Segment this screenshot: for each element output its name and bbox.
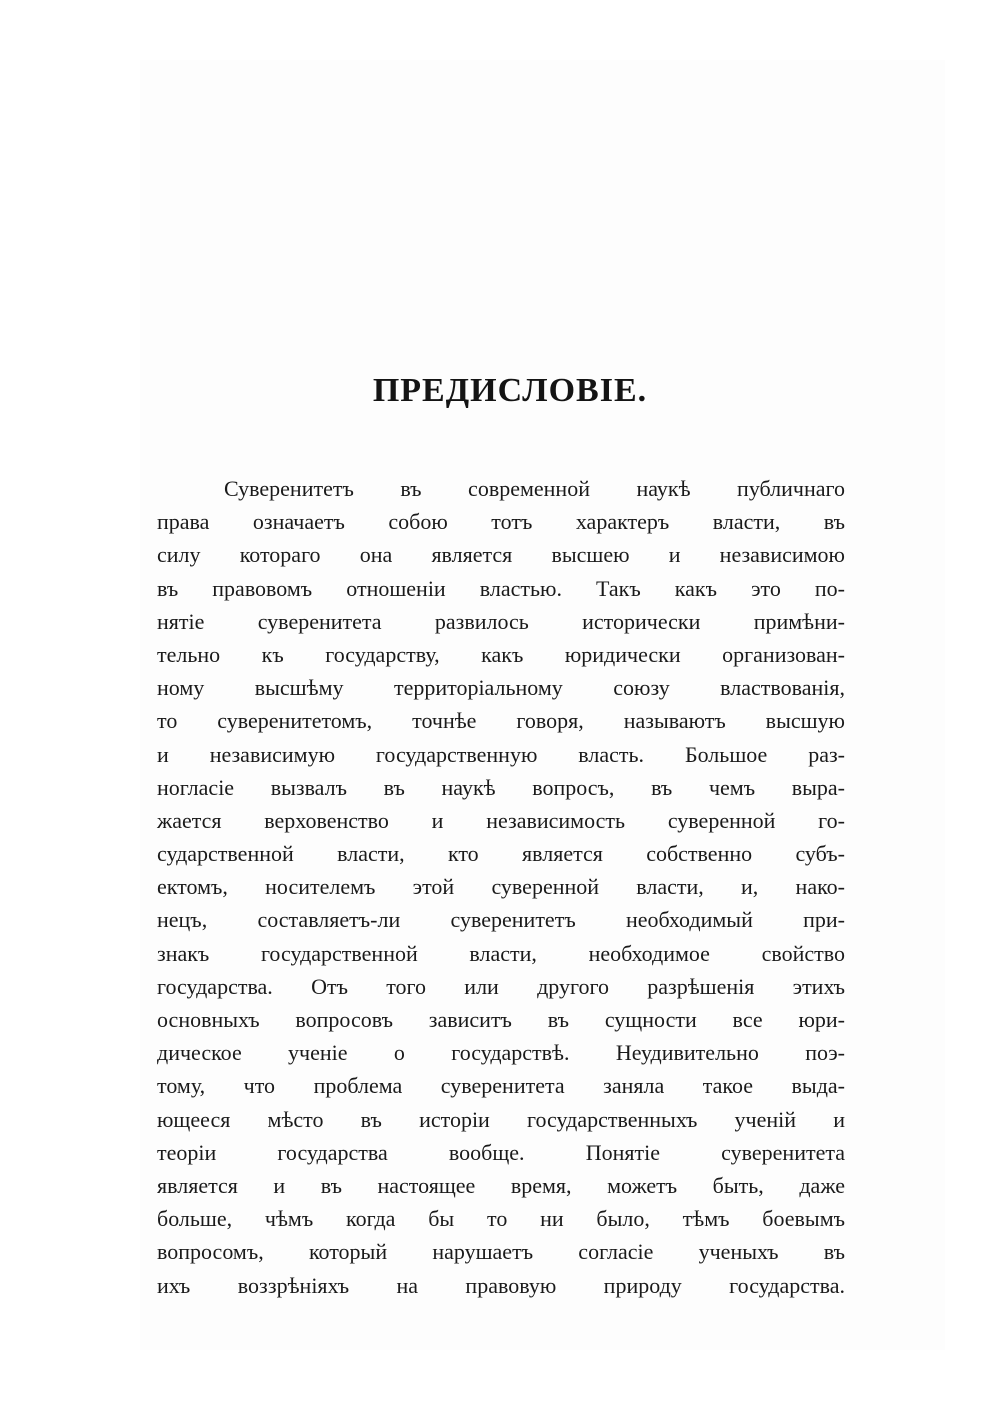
text-line: права означаетъ собою тотъ характеръ власти, въ [157,509,845,535]
preface-paragraph [157,472,845,1302]
text-line: и независимую государственную власть. Большое раз- [157,741,845,767]
text-line: ектомъ, носителемъ этой суверенной власти, и, нако- [157,874,845,900]
text-line: ному высшѣму территоріальному союзу властвованія, [157,675,845,701]
text-line: основныхъ вопросовъ зависитъ въ сущности все юри- [157,1007,845,1032]
text-line: теоріи государства вообще. Понятіе суверенитета [157,1139,845,1165]
text-line: нятіе суверенитета развилось исторически примѣни- [157,608,845,634]
text-line: государства. Отъ того или другого разрѣшенія этихъ [157,973,845,999]
text-line: силу котораго она является высшею и независимою [157,542,845,568]
text-line: дическое ученіе о государствѣ. Неудивительно поэ- [157,1040,845,1066]
text-line: жается верховенство и независимость суверенной го- [157,807,845,833]
text-line: нецъ, составляетъ-ли суверенитетъ необходимый при- [157,907,845,933]
text-line: является и въ настоящее время, можетъ быть, даже [157,1172,845,1198]
page-title: ПРЕДИСЛОВІЕ. [372,372,648,409]
text-line: тому, что проблема суверенитета заняла такое выда- [157,1073,845,1099]
text-line: въ правовомъ отношеніи властью. Такъ какъ это по- [157,575,845,601]
text-line: больше, чѣмъ когда бы то ни было, тѣмъ боевымъ [157,1206,845,1232]
text-line: знакъ государственной власти, необходимое свойство [157,940,845,966]
text-line: ногласіе вызвалъ въ наукѣ вопросъ, въ чемъ выра- [157,774,845,800]
text-line: тельно къ государству, какъ юридически организован- [157,641,845,667]
text-line: то суверенитетомъ, точнѣе говоря, называютъ высшую [157,708,845,734]
text-line: вопросомъ, который нарушаетъ согласіе ученыхъ въ [157,1239,845,1265]
text-line: сударственной власти, кто является собственно субъ- [157,841,845,867]
text-line: ихъ воззрѣніяхъ на правовую природу государства. [157,1272,845,1298]
text-line: ющееся мѣсто въ исторіи государственныхъ ученій и [157,1106,845,1132]
text-line: Суверенитетъ въ современной наукѣ публичнаго [224,476,845,501]
